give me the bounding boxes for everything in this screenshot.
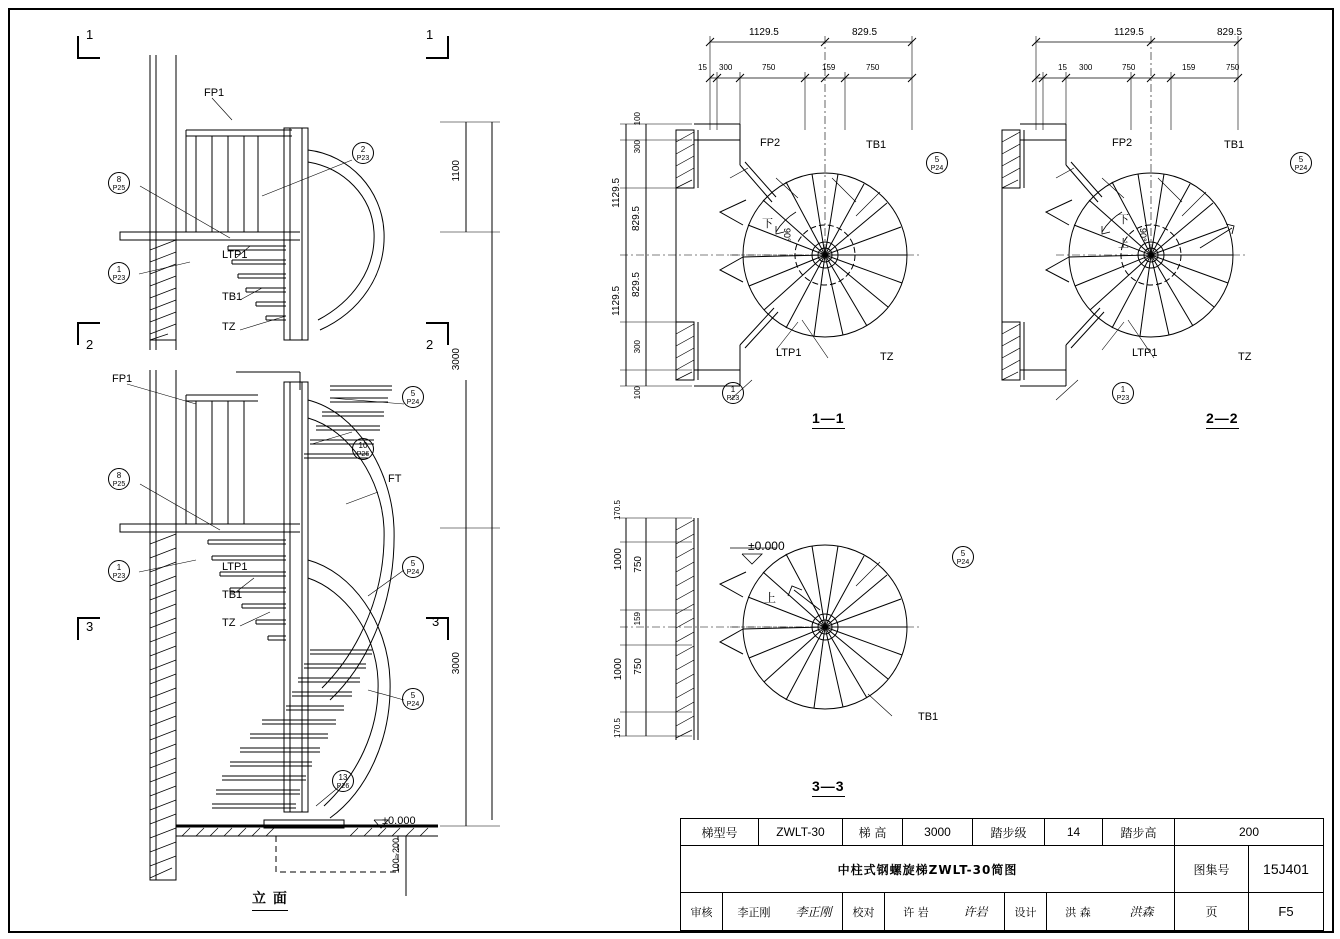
elevation-level-mark: ±0.000 bbox=[382, 815, 416, 827]
s22-dim-159: 159 bbox=[1182, 63, 1196, 72]
s22-label-tb1: TB1 bbox=[1224, 139, 1245, 151]
tb-value-page: F5 bbox=[1278, 904, 1294, 919]
s22-dim-750-b: 750 bbox=[1226, 63, 1240, 72]
dim-1100: 1100 bbox=[451, 160, 462, 182]
s22-dim-829-5-top: 829.5 bbox=[1217, 27, 1243, 38]
section-2-2-drawing bbox=[1000, 20, 1320, 440]
label-ltp1-upper: LTP1 bbox=[222, 249, 248, 261]
section-mark-2-left: 2 bbox=[86, 337, 94, 352]
s11-bubble-5-p24[interactable]: 5 P24 bbox=[926, 152, 948, 174]
s22-dim-300: 300 bbox=[1079, 63, 1093, 72]
tb-value-ladder-model: ZWLT-30 bbox=[759, 819, 843, 846]
detail-bubble-10-p26[interactable]: 10 P26 bbox=[352, 438, 374, 460]
label-fp1-lower: FP1 bbox=[112, 373, 133, 385]
tb-label-step-height: 踏步高 bbox=[1103, 819, 1175, 846]
s33-dim-1000-a: 1000 bbox=[613, 548, 624, 571]
tb-value-step-count: 14 bbox=[1045, 819, 1103, 846]
section-mark-1-left: 1 bbox=[86, 27, 94, 42]
label-fp1-upper: FP1 bbox=[204, 87, 225, 99]
s11-dim-750-b: 750 bbox=[866, 63, 880, 72]
s22-label-fp2: FP2 bbox=[1112, 137, 1133, 149]
tb-sign-design: 洪森 bbox=[1109, 893, 1175, 930]
detail-bubble-2-p23[interactable]: 2 P23 bbox=[352, 142, 374, 164]
s11-left-dim-1129-5-b: 1129.5 bbox=[611, 286, 622, 316]
s11-left-dim-829-5-a: 829.5 bbox=[631, 206, 642, 232]
s22-label-ltp1: LTP1 bbox=[1132, 347, 1158, 359]
tb-label-design: 设计 bbox=[1005, 893, 1047, 930]
s11-left-dim-100-b: 100 bbox=[633, 386, 642, 400]
tb-name-design: 洪 森 bbox=[1065, 905, 1091, 919]
detail-bubble-5-p24-b[interactable]: 5 P24 bbox=[402, 556, 424, 578]
section-mark-3-right: 3 bbox=[432, 614, 440, 629]
view-title-elevation: 立 面 bbox=[252, 888, 288, 911]
tb-name-check: 许 岩 bbox=[903, 905, 929, 919]
s11-dim-159: 159 bbox=[822, 63, 836, 72]
s33-dim-750-a: 750 bbox=[633, 556, 644, 573]
detail-bubble-8-p25-upper[interactable]: 8 P25 bbox=[108, 172, 130, 194]
view-title-3-3: 3—3 bbox=[812, 778, 845, 797]
s22-dim-750-a: 750 bbox=[1122, 63, 1136, 72]
detail-bubble-13-p26[interactable]: 13 P26 bbox=[332, 770, 354, 792]
s33-label-tb1: TB1 bbox=[918, 711, 939, 723]
tb-sign-approve: 李正刚 bbox=[785, 893, 843, 930]
s22-direction-down: 下 bbox=[1118, 213, 1129, 226]
detail-bubble-5-p24-c[interactable]: 5 P24 bbox=[402, 688, 424, 710]
s22-dim-15: 15 bbox=[1058, 63, 1067, 72]
label-tz-lower: TZ bbox=[222, 617, 236, 629]
s33-dim-1000-b: 1000 bbox=[613, 658, 624, 681]
detail-bubble-8-p25-lower[interactable]: 8 P25 bbox=[108, 468, 130, 490]
tb-value-atlas-no: 15J401 bbox=[1249, 846, 1323, 893]
s22-angle-90: 90° bbox=[1138, 228, 1148, 242]
s33-dim-170-5-b: 170.5 bbox=[613, 718, 622, 739]
dim-100-200: 100~200 bbox=[391, 838, 401, 874]
s11-label-fp2: FP2 bbox=[760, 137, 781, 149]
s11-dim-15: 15 bbox=[698, 63, 707, 72]
label-ft: FT bbox=[388, 473, 402, 485]
s33-dim-750-b: 750 bbox=[633, 658, 644, 675]
detail-bubble-1-p23-lower[interactable]: 1 P23 bbox=[108, 560, 130, 582]
view-title-2-2: 2—2 bbox=[1206, 410, 1239, 429]
s11-left-dim-100-a: 100 bbox=[633, 112, 642, 126]
tb-label-check: 校对 bbox=[843, 893, 885, 930]
section-mark-1-right: 1 bbox=[426, 27, 434, 42]
s22-dim-1129-5-top: 1129.5 bbox=[1114, 27, 1144, 38]
tb-label-ladder-height: 梯 高 bbox=[843, 819, 903, 846]
tb-label-atlas-no: 图集号 bbox=[1175, 846, 1249, 893]
s11-dim-750-a: 750 bbox=[762, 63, 776, 72]
label-tz-upper: TZ bbox=[222, 321, 236, 333]
detail-bubble-5-p24-a[interactable]: 5 P24 bbox=[402, 386, 424, 408]
s22-bubble-1-p23[interactable]: 1 P23 bbox=[1112, 382, 1134, 404]
s22-direction-up: 上 bbox=[1118, 237, 1129, 250]
s33-direction-up: 上 bbox=[764, 591, 777, 605]
s11-label-ltp1: LTP1 bbox=[776, 347, 802, 359]
tb-value-ladder-height: 3000 bbox=[903, 819, 973, 846]
detail-bubble-1-p23-upper[interactable]: 1 P23 bbox=[108, 262, 130, 284]
label-tb1-upper: TB1 bbox=[222, 291, 243, 303]
s11-angle-90: 90° bbox=[782, 228, 792, 242]
dim-3000-lower: 3000 bbox=[451, 652, 462, 675]
tb-label-step-count: 踏步级 bbox=[973, 819, 1045, 846]
s22-bubble-5-p24[interactable]: 5 P24 bbox=[1290, 152, 1312, 174]
tb-label-ladder-model: 梯型号 bbox=[681, 819, 759, 846]
s22-label-tz: TZ bbox=[1238, 351, 1252, 363]
s11-dim-829-5-top: 829.5 bbox=[852, 27, 878, 38]
s11-label-tz: TZ bbox=[880, 351, 894, 363]
tb-label-page: 页 bbox=[1175, 893, 1249, 930]
s11-dim-1129-5-top: 1129.5 bbox=[749, 27, 779, 38]
s11-dim-300: 300 bbox=[719, 63, 733, 72]
tb-drawing-title: 中柱式钢螺旋梯ZWLT-30简图 bbox=[681, 846, 1175, 893]
title-block bbox=[680, 818, 1324, 931]
view-title-1-1: 1—1 bbox=[812, 410, 845, 429]
s11-label-tb1: TB1 bbox=[866, 139, 887, 151]
s11-bubble-1-p23[interactable]: 1 P23 bbox=[722, 382, 744, 404]
label-ltp1-lower: LTP1 bbox=[222, 561, 248, 573]
tb-sign-check: 许岩 bbox=[947, 893, 1005, 930]
s11-direction-down: 下 bbox=[762, 217, 773, 230]
dim-3000-upper: 3000 bbox=[451, 348, 462, 371]
tb-name-approve: 李正刚 bbox=[737, 905, 771, 919]
label-tb1-lower: TB1 bbox=[222, 589, 243, 601]
s11-left-dim-300-a: 300 bbox=[633, 140, 642, 154]
s33-level-mark: ±0.000 bbox=[748, 539, 785, 553]
tb-label-approve: 审核 bbox=[681, 893, 723, 930]
s33-dim-159: 159 bbox=[633, 612, 642, 626]
section-mark-3-left: 3 bbox=[86, 619, 94, 634]
s33-dim-170-5-a: 170.5 bbox=[613, 500, 622, 521]
s11-left-dim-829-5-b: 829.5 bbox=[631, 272, 642, 298]
s11-left-dim-300-b: 300 bbox=[633, 340, 642, 354]
s33-bubble-5-p24[interactable]: 5 P24 bbox=[952, 546, 974, 568]
section-mark-2-right: 2 bbox=[426, 337, 434, 352]
tb-value-step-height: 200 bbox=[1175, 819, 1323, 846]
s11-left-dim-1129-5-a: 1129.5 bbox=[611, 178, 622, 208]
